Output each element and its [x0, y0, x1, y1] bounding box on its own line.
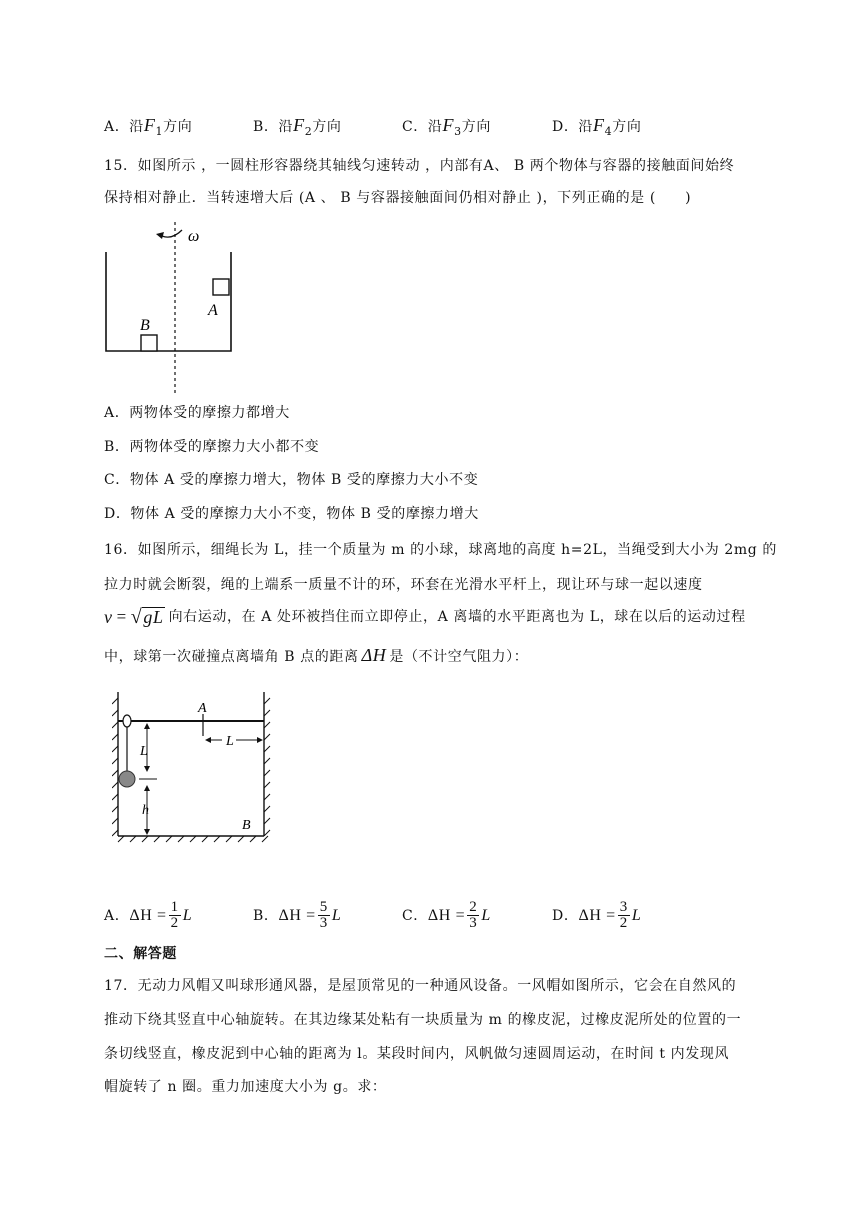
- q15-stem-line-1: 15．如图所示 ，一圆柱形容器绕其轴线匀速转动 ，内部有A、 B 两个物体与容器的接触面间始终: [104, 158, 735, 174]
- q14-option-b: B．沿$F_2$方向: [253, 115, 342, 138]
- q15-block-b-label: B: [140, 317, 150, 334]
- q16-option-b: B． ΔH = $\frac{5}{3}$ L: [253, 899, 342, 931]
- sqrt-radicand: gL: [143, 607, 164, 627]
- section-heading: 二、解答题: [104, 946, 177, 962]
- velocity-symbol: v: [104, 606, 113, 627]
- q16-option-d: D． ΔH = $\frac{3}{2}$ L: [552, 899, 642, 931]
- q15-option-a: A．两物体受的摩擦力都增大: [104, 405, 290, 421]
- q15-block-a-label: A: [208, 302, 218, 319]
- q16-point-a-label: A: [198, 701, 207, 716]
- q14-option-c: C．沿$F_3$方向: [402, 115, 491, 138]
- q17-stem-line-4: 帽旋转了 n 圈。重力加速度大小为 g。求：: [104, 1079, 387, 1095]
- q15-option-c: C．物体 A 受的摩擦力增大，物体 B 受的摩擦力大小不变: [104, 472, 479, 488]
- q17-stem-line-2: 推动下绕其竖直中心轴旋转。在其边缘某处粘有一块质量为 m 的橡皮泥，过橡皮泥所处的位置的一: [104, 1012, 742, 1028]
- q16-option-c: C． ΔH = $\frac{2}{3}$ L: [402, 899, 491, 931]
- q17-stem-line-3: 条切线竖直，橡皮泥到中心轴的距离为 l。某段时间内，风帆做匀速圆周运动，在时间 t 内发现风: [104, 1046, 730, 1062]
- q15-stem-line-2: 保持相对静止．当转速增大后 (A 、 B 与容器接触面间仍相对静止 )，下列正确的是 ( ): [104, 190, 692, 206]
- q16-rope-length-label: L: [140, 744, 148, 759]
- q17-stem-line-1: 17．无动力风帽又叫球形通风器，是屋顶常见的一种通风设备。一风帽如图所示，它会在自然风的: [104, 978, 737, 994]
- q16-pendulum-wall-figure: [112, 688, 280, 848]
- q16-corner-b-label: B: [242, 818, 251, 833]
- q15-option-b: B．两物体受的摩擦力大小都不变: [104, 439, 320, 455]
- q16-top-distance-label: L: [226, 734, 234, 749]
- q16-stem-line-3: v = √ gL 向右运动，在 A 处环被挡住而立即停止，A 离墙的水平距离也为 L，球在以后的运动过程: [104, 605, 746, 628]
- q14-option-d: D．沿$F_4$方向: [552, 115, 642, 138]
- q15-omega-label: ω: [188, 228, 200, 245]
- q16-height-label: h: [142, 803, 149, 818]
- q16-stem-line-4: 中，球第一次碰撞点离墙角 B 点的距离 ΔH 是（不计空气阻力）：: [104, 645, 529, 665]
- q16-option-a: A． ΔH = $\frac{1}{2}$ L: [104, 899, 193, 931]
- q14-option-a: A．沿$F_1$方向: [104, 115, 193, 138]
- q16-stem-line-2: 拉力时就会断裂，绳的上端系一质量不计的环，环套在光滑水平杆上，现让环与球一起以速度: [104, 577, 703, 593]
- q15-rotating-container-figure: [100, 218, 240, 394]
- q16-stem-line-1: 16．如图所示，细绳长为 L，挂一个质量为 m 的小球，球离地的高度 h=2L，当绳受到大小为 2mg 的: [104, 542, 777, 558]
- q15-option-d: D．物体 A 受的摩擦力大小不变，物体 B 受的摩擦力增大: [104, 506, 479, 522]
